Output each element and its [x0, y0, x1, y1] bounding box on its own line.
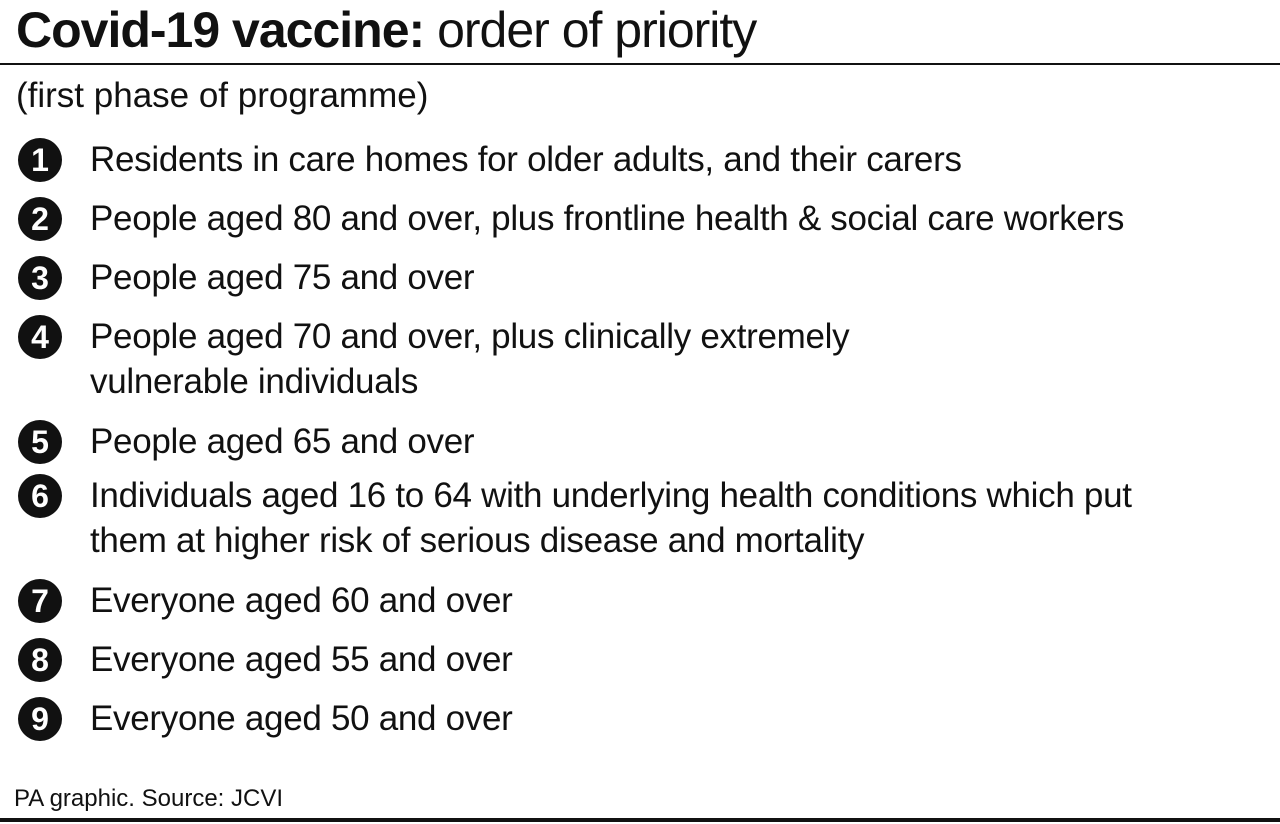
item-text: People aged 75 and over — [90, 258, 475, 297]
bottom-divider — [0, 818, 1280, 822]
item-text: Residents in care homes for older adults, and their carers — [90, 140, 962, 179]
number-badge: 3 — [18, 256, 62, 300]
number-badge: 1 — [18, 138, 62, 182]
item-text: People aged 70 and over, plus clinically extremely vulnerable individuals — [90, 317, 850, 401]
number-badge: 2 — [18, 197, 62, 241]
number-badge: 7 — [18, 579, 62, 623]
number-badge: 6 — [18, 474, 62, 518]
item-text: People aged 65 and over — [90, 422, 475, 461]
item-text: Individuals aged 16 to 64 with underlying health conditions which put them at higher risk of serious disease and mortality — [90, 476, 1132, 560]
number-badge: 4 — [18, 315, 62, 359]
item-text: Everyone aged 60 and over — [90, 581, 513, 620]
title-rest: order of priority — [437, 2, 757, 58]
top-divider — [0, 63, 1280, 65]
page-title — [16, 0, 756, 60]
source-credit: PA graphic. Source: JCVI — [14, 785, 284, 812]
item-text: People aged 80 and over, plus frontline health & social care workers — [90, 199, 1125, 238]
item-text: Everyone aged 50 and over — [90, 699, 513, 738]
title-bold: Covid-19 vaccine: — [16, 2, 425, 58]
number-badge: 5 — [18, 420, 62, 464]
subtitle: (first phase of programme) — [16, 76, 429, 115]
number-badge: 8 — [18, 638, 62, 682]
item-text: Everyone aged 55 and over — [90, 640, 513, 679]
number-badge: 9 — [18, 697, 62, 741]
